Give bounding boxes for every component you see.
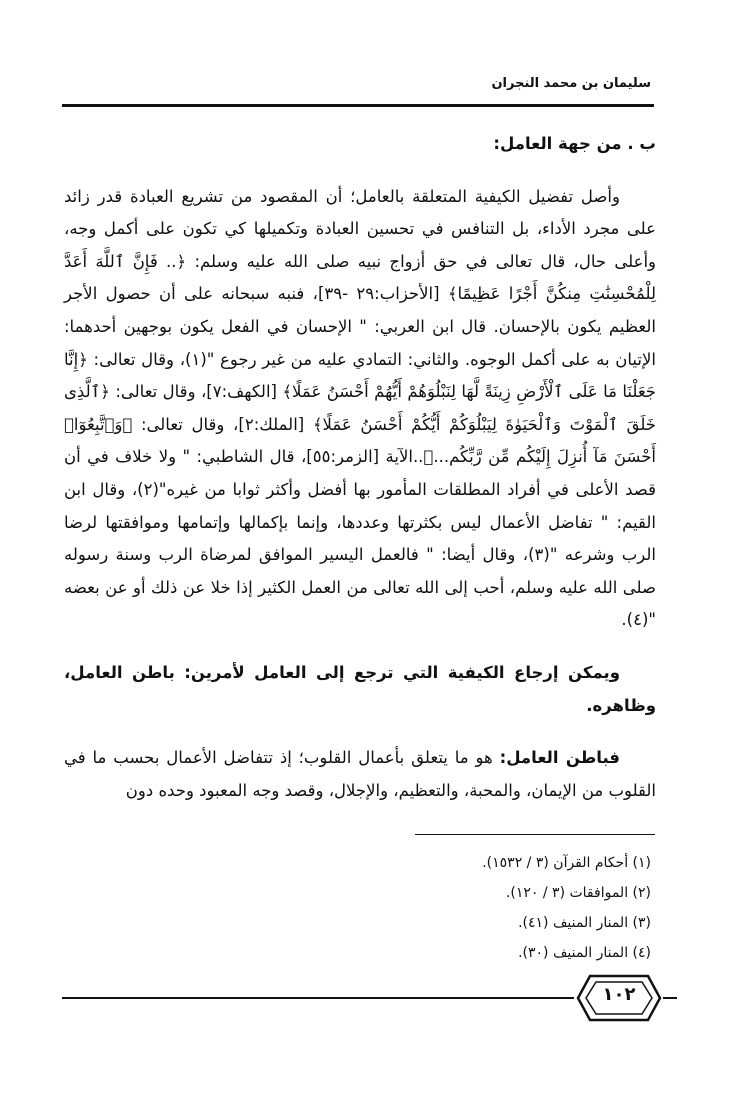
footer-line [62,997,574,999]
section-heading: ب . من جهة العامل: [493,134,656,153]
footnote: (١) أحكام القرآن (٣ / ١٥٣٢). [482,855,651,871]
footnotes [291,848,651,968]
paragraph-text: هو ما يتعلق بأعمال القلوب؛ إذ تتفاضل الأعمال بحسب ما في القلوب من الإيمان، والمحبة، والتعظيم، والإجلال، وقصد وجه المعبود وحده دون [64,748,656,800]
footnote: (٤) المنار المنيف (٣٠). [518,945,651,961]
footer-line [663,997,677,999]
page-number: ١٠٢ [602,984,636,1005]
footnote: (٢) الموافقات (٣ / ١٢٠). [505,885,651,901]
footnote-divider [415,834,655,835]
spacer [64,722,656,742]
paragraph-bold: ويمكن إرجاع الكيفية التي ترجع إلى العامل لأمرين: باطن العامل، وظاهره. [64,662,656,715]
spacer [64,637,656,657]
paragraph-label: فباطن العامل: [499,748,620,768]
main-text [64,128,656,807]
running-header-author: سليمان بن محمد النجران [491,76,651,91]
footnote: (٣) المنار المنيف (٤١). [518,915,651,931]
paragraph [64,742,656,807]
header-divider [62,104,654,107]
spacer [64,161,656,181]
paragraph: وأصل تفضيل الكيفية المتعلقة بالعامل؛ أن المقصود من تشريع العبادة قدر زائد على مجرد الأداء، بل التنافس في تحسين العبادة وتكميلها كي تكون على أكمل وجه، وأعلى حال، قال تعالى في حق أزواج نبيه صلى الله عليه وسلم: ﴿.. فَإِنَّ ٱللَّهَ أَعَدَّ لِلْمُحْسِنَٰتِ مِنكُنَّ أَجْرًا عَظِيمًا﴾ [الأحزاب:٢٩ -٣٩]، فنبه سبحانه على أن حصول الأجر العظيم يكون بالإحسان. قال ابن العربي: " الإحسان في الفعل يكون بوجهين أحدهما: الإتيان به على أكمل الوجوه. والثاني: التمادي عليه من غير رجوع "(١)، وقال تعالى: ﴿إِنَّا جَعَلْنَا مَا عَلَى ٱلْأَرْضِ زِينَةً لَّهَا لِنَبْلُوَهُمْ أَيُّهُمْ أَحْسَنُ عَمَلًا﴾ [الكهف:٧]، وقال تعالى: ﴿ٱلَّذِى خَلَقَ ٱلْمَوْتَ وَٱلْحَيَوٰةَ لِيَبْلُوَكُمْ أَيُّكُمْ أَحْسَنُ عَمَلًا﴾ [الملك:٢]، وقال تعالى: ﴿وَٱتَّبِعُوٓا۟ أَحْسَنَ مَآ أُنزِلَ إِلَيْكُم مِّن رَّبِّكُم...﴾..الآية [الزمر:٥٥]، قال الشاطبي: " ولا خلاف في أن قصد الأعلى في أفراد المطلقات المأمور بها أفضل وأكثر ثوابا من غيره"(٢)، وقال ابن القيم: " تفاضل الأعمال ليس بكثرتها وعددها، وإنما بإكمالها وإتمامها وموافقتها لرضا الرب وشرعه "(٣)، وقال أيضا: " فالعمل اليسير الموافق لمرضاة الرب وسنة رسوله صلى الله عليه وسلم، أحب إلى الله تعالى من العمل الكثير إذا خلا عن ذلك أو عن بعضه "(٤). [64,186,656,630]
